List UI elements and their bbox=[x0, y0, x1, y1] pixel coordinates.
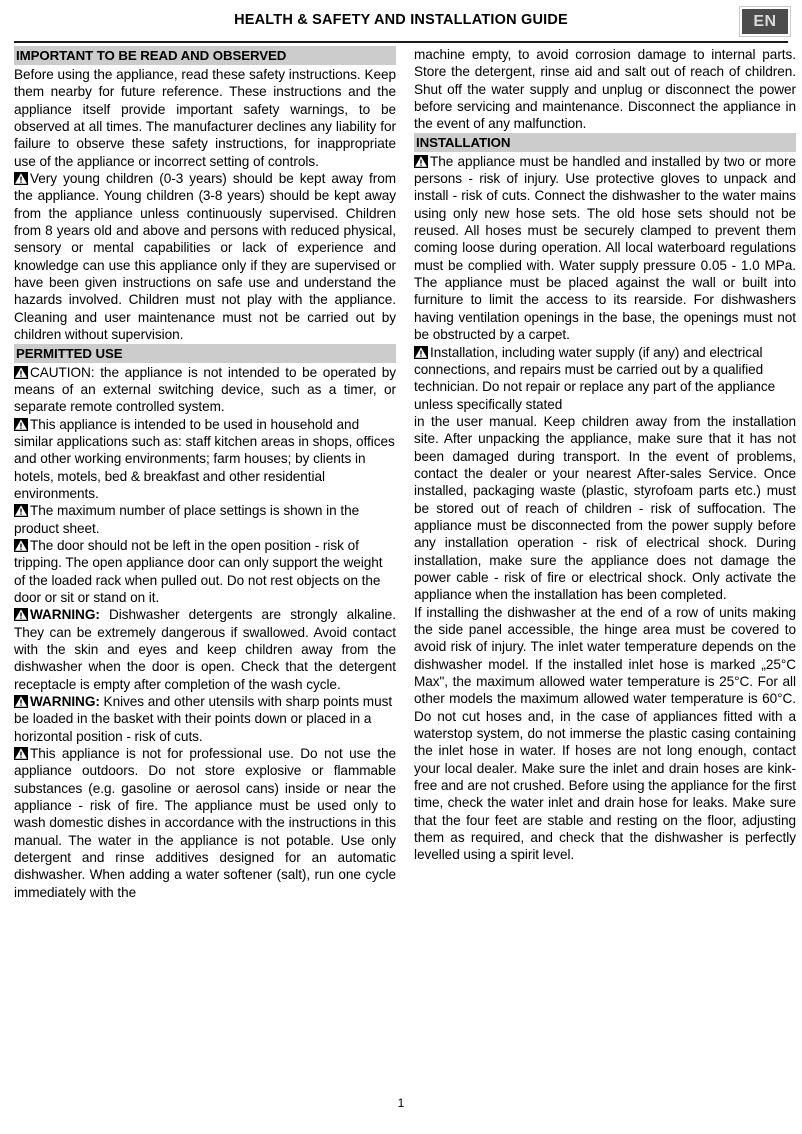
warning-triangle-icon bbox=[414, 155, 428, 168]
paragraph-warning-detergents: WARNING: Dishwasher detergents are strongly alkaline. They can be extremely dangerous if swallowed. Avoid contact with the skin and eyes and keep children away from the dishwasher when the door is open. Check that the detergent receptacle is empty after completion of the wash cycle. bbox=[14, 607, 396, 692]
warning-label: WARNING: bbox=[30, 607, 100, 623]
warning-triangle-icon bbox=[414, 346, 428, 359]
paragraph-installation-qualified-technician: Installation, including water supply (if any) and electrical connections, and repairs must be carried out by a qualified technician. Do not repair or replace any part of the appliance unless specifically stated bbox=[414, 344, 776, 412]
paragraph-warning-knives: WARNING: Knives and other utensils with sharp points must be loaded in the basket with their points down or placed in a horizontal position - risk of cuts. bbox=[14, 694, 393, 744]
paragraph-installing-end-of-row: If installing the dishwasher at the end of a row of units making the side panel accessible, the hinge area must be covered to avoid risk of injury. The inlet water temperature depends on the dishwasher model. If the installed inlet hose is marked „25°C Max", the maximum allowed water temperature is 25°C. For all other models the maximum allowed water temperature is 60°C. Do not cut hoses and, in the case of appliances fitted with a waterstop system, do not immerse the plastic casing containing the inlet hose in water. If hoses are not long enough, contact your local dealer. Make sure the inlet and drain hoses are kink-free and are not crushed. Before using the appliance for the first time, check the water inlet and drain hose for leaks. Make sure that the four feet are stable and resting on the floor, adjusting them as required, and check that the dishwasher is perfectly levelled using a spirit level. bbox=[414, 604, 796, 863]
paragraph-before-using: Before using the appliance, read these safety instructions. Keep them nearby for future reference. These instructions and the appliance itself provide important safety warnings, to be observed at all times. The manufacturer declines any liability for failure to observe these safety instructions, for inappropriate use of the appliance or incorrect setting of controls. bbox=[14, 67, 396, 169]
warning-triangle-icon bbox=[14, 608, 28, 621]
section-heading-installation: INSTALLATION bbox=[414, 133, 796, 152]
section-heading-permitted-use: PERMITTED USE bbox=[14, 344, 396, 363]
body-columns bbox=[14, 46, 796, 901]
paragraph-user-manual-children: in the user manual. Keep children away from the installation site. After unpacking the appliance, make sure that it has not been damaged during transport. In the event of problems, contact the dealer or your nearest After-sales Service. Once installed, packaging waste (plastic, styrofoam parts etc.) must be stored out of reach of children - risk of suffocation. The appliance must be disconnected from the power supply before any installation operation - risk of electrical shock. During installation, make sure the appliance does not damage the power cable - risk of fire or electrical shock. Only activate the appliance when the installation has been completed. bbox=[414, 413, 796, 603]
warning-label: WARNING: bbox=[30, 694, 100, 710]
warning-triangle-icon bbox=[14, 172, 28, 185]
language-badge: EN bbox=[740, 7, 790, 36]
warning-triangle-icon bbox=[14, 504, 28, 517]
paragraph-caution-switching-device: CAUTION: the appliance is not intended to be operated by means of an external switching device, such as a timer, or separate remote controlled system. bbox=[14, 364, 396, 415]
paragraph-machine-empty: machine empty, to avoid corrosion damage to internal parts. Store the detergent, rinse aid and salt out of reach of children. Shut off the water supply and unplug or disconnect the power before servicing and maintenance. Disconnect the appliance in the event of any malfunction. bbox=[414, 47, 796, 132]
paragraph-place-settings: The maximum number of place settings is shown in the product sheet. bbox=[14, 503, 360, 536]
warning-triangle-icon bbox=[14, 366, 28, 379]
warning-triangle-icon bbox=[14, 539, 28, 552]
left-column bbox=[14, 46, 396, 901]
paragraph-household-use: This appliance is intended to be used in household and similar applications such as: staff kitchen areas in shops, offices and other working environments; farm houses; by clients in hotels, motels, bed & breakfast and other residential environments. bbox=[14, 416, 395, 501]
paragraph-door-open-position: The door should not be left in the open position - risk of tripping. The open appliance door can only support the weight of the loaded rack when pulled out. Do not rest objects on the door or sit or stand on it. bbox=[14, 537, 383, 605]
page-title: HEALTH & SAFETY AND INSTALLATION GUIDE bbox=[234, 12, 568, 28]
paragraph-very-young-children: Very young children (0-3 years) should be kept away from the appliance. Young children (3-8 years) should be kept away from the appliance unless continuously supervised. Children from 8 years old and above and persons with reduced physical, sensory or mental capabilities or lack of experience and knowledge can use this appliance only if they are supervised or have been given instructions on safe use and understand the hazards involved. Children must not play with the appliance. Cleaning and user maintenance must not be carried out by children without supervision. bbox=[14, 171, 396, 343]
document-header bbox=[0, 0, 802, 40]
paragraph-handled-and-installed: The appliance must be handled and installed by two or more persons - risk of injury. Use protective gloves to unpack and install - risk of cuts. Connect the dishwasher to the water mains using only new hose sets. The old hose sets should not be reused. All hoses must be securely clamped to prevent them coming loose during operation. All local waterboard regulations must be complied with. Water supply pressure 0.05 - 1.0 MPa. The appliance must be placed against the wall or built into furniture to limit the access to its rearside. For dishwashers having ventilation openings in the base, the openings must not be obstructed by a carpet. bbox=[414, 153, 796, 343]
header-divider bbox=[14, 41, 788, 43]
right-column bbox=[414, 46, 796, 901]
warning-triangle-icon bbox=[14, 695, 28, 708]
paragraph-not-professional-use: This appliance is not for professional use. Do not use the appliance outdoors. Do not store explosive or flammable substances (e.g. gasoline or aerosol cans) inside or near the appliance - risk of fire. The appliance must be used only to wash domestic dishes in accordance with the instructions in this manual. The water in the appliance is not potable. Use only detergent and rinse additives designed for an automatic dishwasher. When adding a water softener (salt), run one cycle immediately with the bbox=[14, 746, 396, 900]
page-number: 1 bbox=[397, 1096, 405, 1110]
warning-triangle-icon bbox=[14, 747, 28, 760]
section-heading-important: IMPORTANT TO BE READ AND OBSERVED bbox=[14, 46, 396, 65]
warning-triangle-icon bbox=[14, 418, 28, 431]
